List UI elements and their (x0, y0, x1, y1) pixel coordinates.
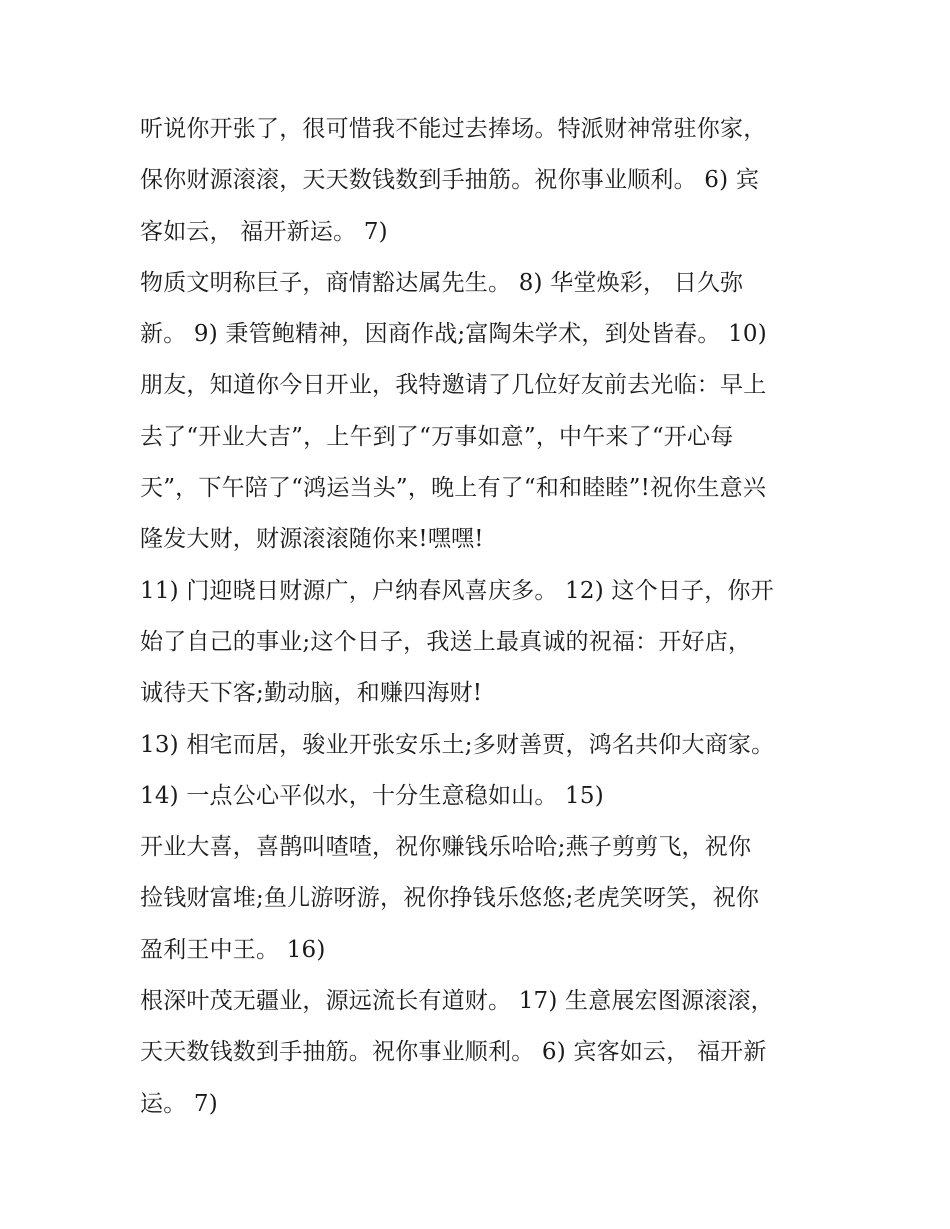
text-line: 隆发大财，财源滚滚随你来!嘿嘿! (140, 526, 484, 553)
text-line: 13) 相宅而居，骏业开张安乐土;多财善贾，鸿名共仰大商家。 (140, 731, 775, 758)
text-line: 11) 门迎晓日财源广，户纳春风喜庆多。 12) 这个日子，你开 (140, 577, 774, 604)
text-line: 天”，下午陪了“鸿运当头”，晚上有了“和和睦睦”!祝你生意兴 (140, 475, 767, 502)
text-line: 客如云， 福开新运。 7) (140, 218, 388, 245)
text-line: 根深叶茂无疆业，源远流长有道财。 17) 生意展宏图源滚滚， (140, 988, 774, 1015)
text-line: 朋友，知道你今日开业，我特邀请了几位好友前去光临：早上 (140, 372, 767, 399)
text-line: 盈利王中王。 16) (140, 936, 326, 963)
text-line: 听说你开张了，很可惜我不能过去捧场。特派财神常驻你家， (140, 116, 767, 142)
text-line: 物质文明称巨子，商情豁达属先生。 8) 华堂焕彩， 日久弥 (140, 269, 744, 296)
text-line: 去了“开业大吉”，上午到了“万事如意”，中午来了“开心每 (140, 423, 734, 450)
text-line: 天天数钱数到手抽筋。祝你事业顺利。 6) 宾客如云， 福开新 (140, 1039, 767, 1066)
text-line: 运。 7) (140, 1090, 218, 1117)
text-line: 捡钱财富堆;鱼儿游呀游，祝你挣钱乐悠悠;老虎笑呀笑，祝你 (140, 885, 760, 912)
text-line: 开业大喜，喜鹊叫喳喳，祝你赚钱乐哈哈;燕子剪剪飞，祝你 (140, 834, 752, 861)
text-line: 诚待天下客;勤动脑，和赚四海财! (140, 680, 483, 707)
text-line: 始了自己的事业;这个日子，我送上最真诚的祝福：开好店， (140, 628, 752, 655)
text-line: 保你财源滚滚，天天数钱数到手抽筋。祝你事业顺利。 6) 宾 (140, 167, 760, 194)
body-text (140, 104, 830, 1130)
text-line: 新。 9) 秉管鲍精神，因商作战;富陶朱学术，到处皆春。 10) (140, 321, 767, 348)
text-line: 14) 一点公心平似水，十分生意稳如山。 15) (140, 782, 604, 809)
